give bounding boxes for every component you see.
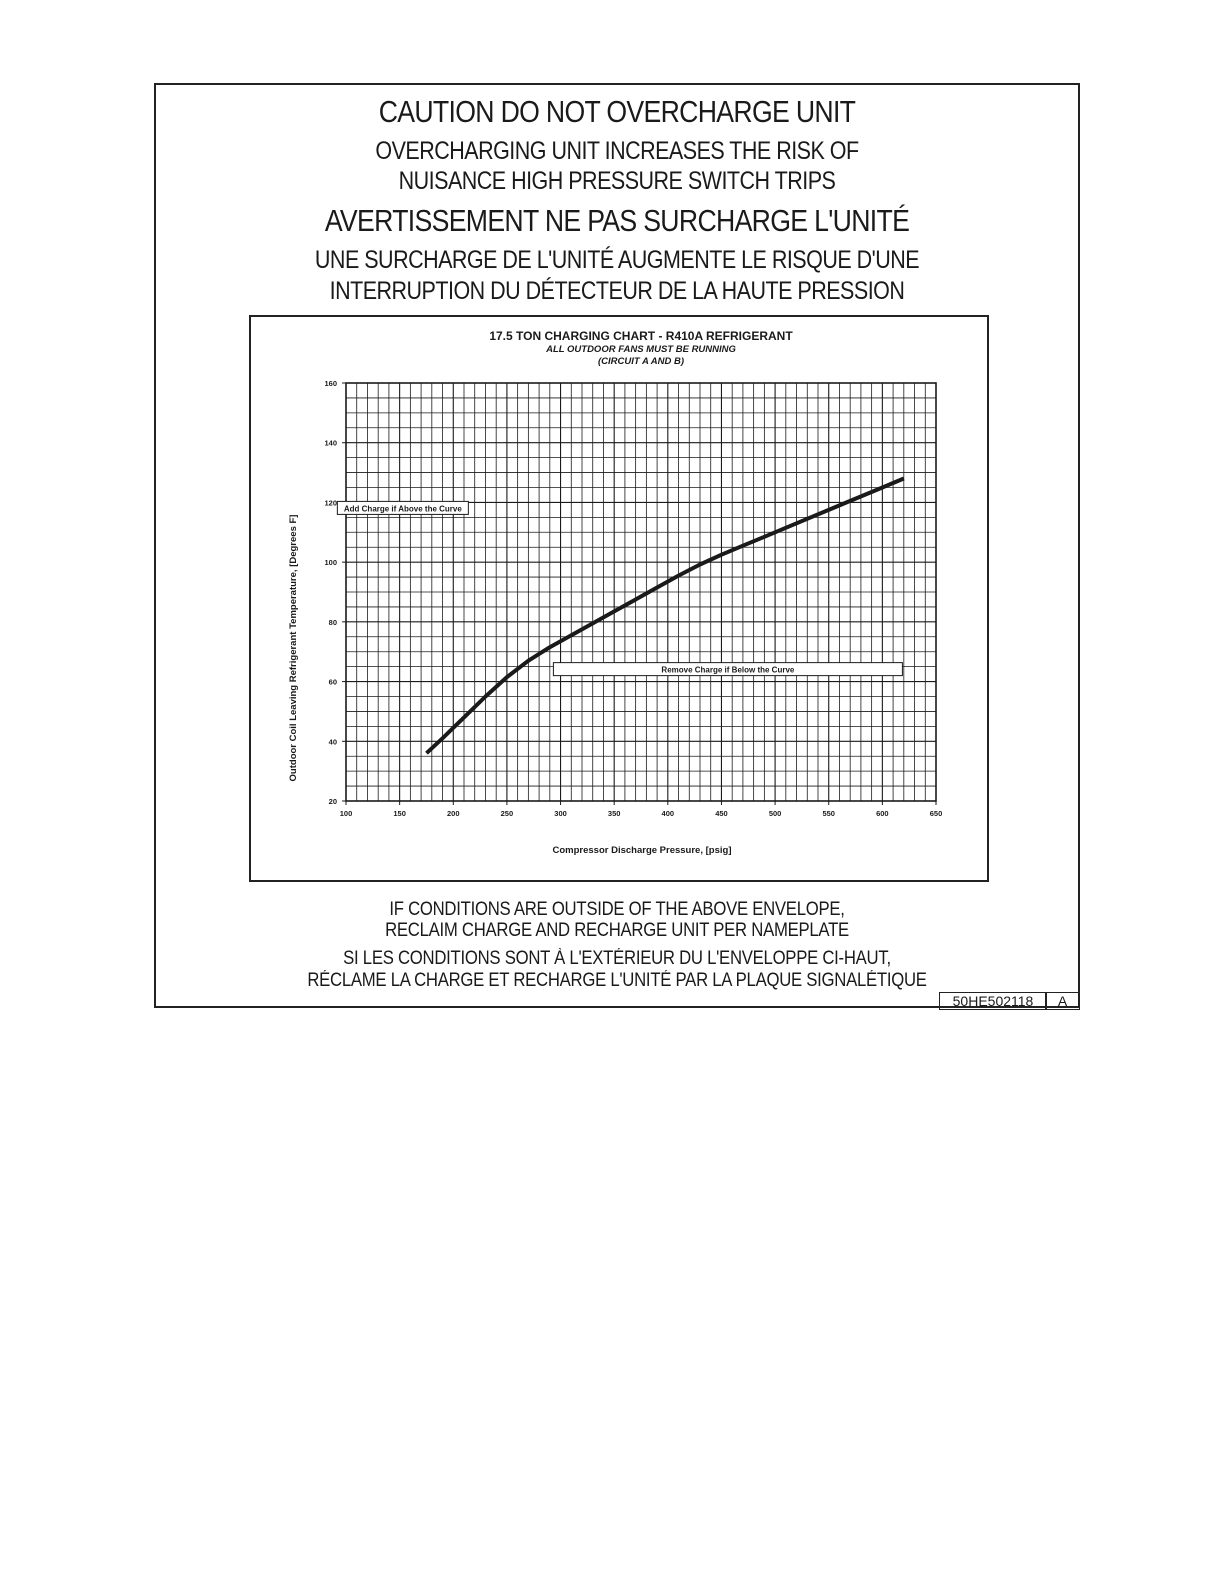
x-axis-label: Compressor Discharge Pressure, [psig] <box>552 845 732 856</box>
annotation-remove-charge <box>553 663 902 676</box>
x-tick-label: 400 <box>661 809 675 818</box>
annotation-text: Add Charge if Above the Curve <box>343 504 462 514</box>
charging-chart-plot <box>251 317 987 880</box>
part-number: 50HE502118 <box>939 992 1047 1010</box>
chart-title: 17.5 TON CHARGING CHART - R410A REFRIGERANT <box>489 329 793 343</box>
x-tick-label: 250 <box>500 809 514 818</box>
x-tick-label: 200 <box>447 809 460 818</box>
x-tick-label: 600 <box>876 809 889 818</box>
footer-line-4: RÉCLAME LA CHARGE ET RECHARGE L'UNITÉ PAR LA PLAQUE SIGNALÉTIQUE <box>307 970 927 991</box>
y-tick-label: 20 <box>328 797 337 806</box>
charging-curve-line <box>427 479 904 754</box>
caution-title: CAUTION DO NOT OVERCHARGE UNIT <box>378 94 856 129</box>
x-tick-label: 150 <box>393 809 406 818</box>
y-tick-label: 140 <box>324 438 337 448</box>
footer-line-3: SI LES CONDITIONS SONT À L'EXTÉRIEUR DU L'ENVELOPPE CI-HAUT, <box>343 948 891 969</box>
annotation-text: Remove Charge if Below the Curve <box>661 665 795 675</box>
avertissement-title: AVERTISSEMENT NE PAS SURCHARGE L'UNITÉ <box>324 203 910 238</box>
avertissement-line-2: INTERRUPTION DU DÉTECTEUR DE LA HAUTE PRESSION <box>329 277 905 305</box>
footer-line-1: IF CONDITIONS ARE OUTSIDE OF THE ABOVE ENVELOPE, <box>389 899 845 920</box>
annotation-add-charge <box>337 501 468 514</box>
y-tick-label: 80 <box>328 617 337 627</box>
y-tick-label: 60 <box>328 677 337 687</box>
caution-line-1: OVERCHARGING UNIT INCREASES THE RISK OF <box>375 137 859 165</box>
x-tick-label: 650 <box>929 809 943 818</box>
x-tick-label: 100 <box>339 809 353 818</box>
x-tick-label: 450 <box>715 809 728 818</box>
charging-chart <box>249 315 989 882</box>
y-tick-label: 120 <box>324 498 337 508</box>
y-tick-label: 160 <box>324 379 337 388</box>
caution-label <box>154 83 1080 1008</box>
y-tick-label: 100 <box>324 558 337 568</box>
y-axis-label: Outdoor Coil Leaving Refrigerant Temperature, [Degrees F] <box>288 514 299 782</box>
x-tick-label: 550 <box>822 809 835 818</box>
x-tick-label: 350 <box>607 809 621 818</box>
chart-subtitle-2: (CIRCUIT A AND B) <box>597 356 685 367</box>
revision-letter: A <box>1045 992 1080 1010</box>
caution-line-2: NUISANCE HIGH PRESSURE SWITCH TRIPS <box>398 167 836 195</box>
y-tick-label: 40 <box>328 737 337 747</box>
chart-subtitle-1: ALL OUTDOOR FANS MUST BE RUNNING <box>546 344 736 355</box>
x-tick-label: 300 <box>554 809 567 818</box>
avertissement-line-1: UNE SURCHARGE DE L'UNITÉ AUGMENTE LE RISQUE D'UNE <box>314 246 920 274</box>
x-tick-label: 500 <box>768 809 782 818</box>
footer-line-2: RECLAIM CHARGE AND RECHARGE UNIT PER NAMEPLATE <box>385 920 849 941</box>
